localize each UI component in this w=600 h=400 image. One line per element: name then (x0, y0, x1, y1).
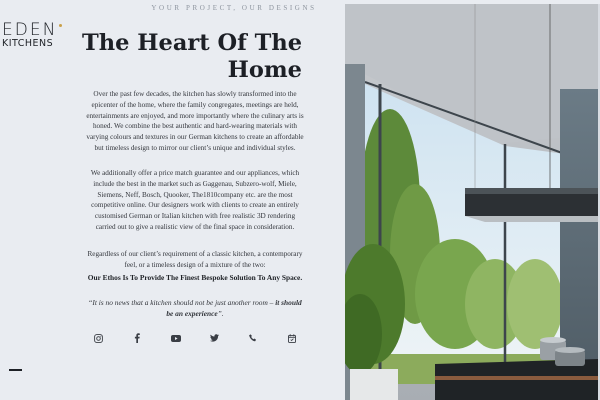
quote-end: ”. (217, 308, 224, 318)
phone-icon[interactable] (245, 332, 261, 344)
tagline: YOUR PROJECT, OUR DESIGNS (151, 4, 317, 12)
logo-subtitle: KITCHENS (2, 38, 54, 49)
menu-toggle[interactable] (9, 369, 22, 371)
social-links (90, 332, 300, 344)
quote-emphasis: it should be an experience (166, 298, 302, 318)
intro-paragraph: Over the past few decades, the kitchen has slowly transformed into the epicenter of the home, where the family congregates, meetings are held, entertainments are enjoyed, and more importantly where the culinary arts is honed. We combine the best authentic and hard-wearing materials with varying colours and textures in our German kitchens to create an affordable but timeless design to mirror our client’s unique and individual styles. (86, 90, 304, 152)
quote-start: “It is no news that a kitchen should not be just another room – (88, 298, 276, 307)
facebook-icon[interactable] (129, 332, 145, 344)
logo[interactable] (2, 22, 62, 54)
style-paragraph: Regardless of our client’s requirement of a classic kitchen, a contemporary feel, or a timeless design of a mixture of the two: (87, 250, 303, 269)
calendar-icon[interactable] (284, 332, 300, 344)
logo-wordmark: EDEN (2, 20, 58, 40)
ethos-statement: Our Ethos Is To Provide The Finest Bespoke Solution To Any Space. (87, 273, 303, 282)
instagram-icon[interactable] (90, 332, 106, 344)
appliances-paragraph: We additionally offer a price match guarantee and our appliances, which include the best in the market such as Gaggenau, Subzero-wolf, Miele, Siemens, Neff, Bosch, Quooker, The1810company etc. are the most competitive online. Our designers work with clients to create an entirely customised German or Italian kitchen with free realistic 3D rendering carried out to give a realistic view of the final space in consideration. (90, 169, 300, 231)
quote (86, 298, 304, 320)
twitter-icon[interactable] (206, 332, 222, 344)
logo-accent-dot (59, 24, 62, 27)
kitchen-photo (345, 4, 598, 400)
youtube-icon[interactable] (168, 332, 184, 344)
page-title: The Heart Of The Home (82, 30, 303, 83)
